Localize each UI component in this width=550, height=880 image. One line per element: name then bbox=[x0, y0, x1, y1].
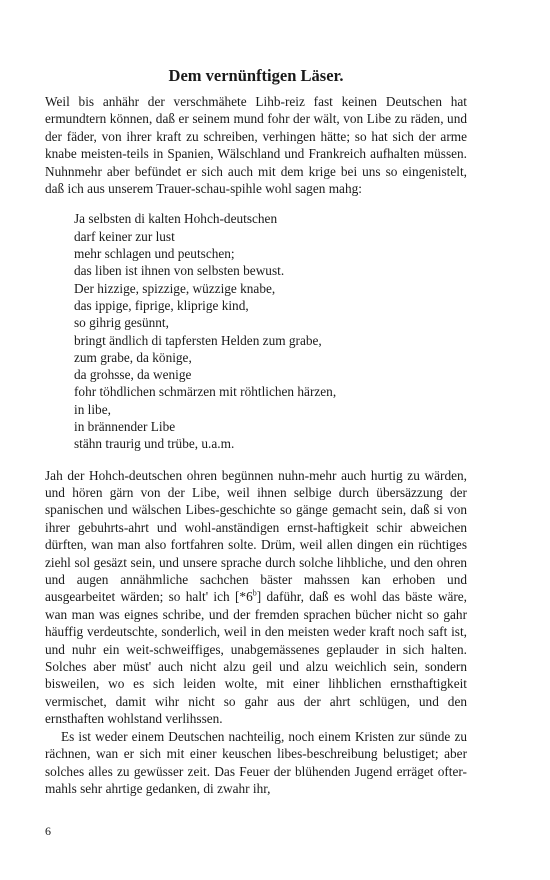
verse-line: da grohsse, da wenige bbox=[74, 367, 192, 383]
verse-line: in libe, bbox=[74, 401, 111, 417]
verse-line: Der hizzige, spizzige, wüzzige knabe, bbox=[74, 280, 276, 296]
verse-line: stähn traurig und trübe, u.a.m. bbox=[74, 436, 235, 452]
verse-line: Ja selbsten di kalten Hohch-deutschen bbox=[74, 211, 278, 227]
page-number: 6 bbox=[45, 824, 51, 838]
main-paragraph-text-continued: ] daführ, daß es wohl das bäste wäre, wan man was eignes schribe, und der fremden sprachen bücher nicht so gahr häuffig verdeutschte, sonderlich, weil in den meisten weder kraft noch saft ist, und nuhr ein weit-schweiffiges, unabgemässenes geplauder in sich halten. Solches aber müst' auch nicht alzu geil und alzu weichlich sein, sondern bisweilen, wo es sich leiden wolte, mit einer lihblichen ernsthaftigkeit vermischet, damit wihr nicht so gahr aus der ahrt schlügen, und den ernsthaften wohlstand verlihssen. bbox=[45, 589, 468, 727]
closing-paragraph: Es ist weder einem Deutschen nachteilig, noch einem Kristen zur sünde zu rächnen, wan er sich mit einer keuschen libes-beschreibung belustiget; aber solches alles zu gewüsser zeit. Das Feuer der blühenden Jugend erräget ofter-mahls sehr ahrtige gedanken, di zwahr ihr, bbox=[45, 728, 467, 796]
main-paragraph-text: Jah der Hohch-deutschen ohren begünnen nuhn-mehr auch hurtig zu wärden, und hören gärn von der Libe, weil ihnen selbige durch übersäzzung der spanischen und wälschen Libes-geschichte so gänge gemacht sein, daß si von ihrer gebuhrts-ahrt und wohl-anständigen ernst-haftigkeit schir abweichen dürften, wan man also fortfahren solte. Drüm, weil allen dingen ein rüchtiges ziehl sol gesäzt sein, und unsere sprache durch solche lihbliche, und den ohren und augen annähmliche sachchen bäster mahssen kan erhoben und ausgearbeitet wärden; so halt' ich [*6 bbox=[45, 467, 467, 605]
verse-line: das liben ist ihnen von selbsten bewust. bbox=[74, 263, 285, 279]
main-paragraph bbox=[45, 467, 467, 728]
intro-paragraph: Weil bis anhähr der verschmähete Lihb-reiz fast keinen Deutschen hat ermundtern können, daß er seinem mund fohr der wält, von Libe zu räden, und der fäder, von ihrer kraft zu schreiben, verhingen hätte; so hat sich der arme knabe meisten-teils in Spanien, Wälschland und Frankreich aufhalten müssen. Nuhnmehr aber befündet er sich auch mit dem krige bei uns so eingenistelt, daß ich aus unserem Trauer-schau-spihle wohl sagen mahg: bbox=[45, 94, 467, 197]
verse-line: mehr schlagen und peutschen; bbox=[74, 246, 235, 262]
verse-line: darf keiner zur lust bbox=[74, 228, 175, 244]
verse-line: bringt ändlich di tapfersten Helden zum grabe, bbox=[74, 332, 322, 348]
verse-block bbox=[74, 210, 467, 452]
verse-line: zum grabe, da könige, bbox=[74, 349, 192, 365]
verse-line: fohr töhdlichen schmärzen mit röhtlichen härzen, bbox=[74, 384, 337, 400]
page-title: Dem vernünftigen Läser. bbox=[168, 66, 344, 85]
page-body bbox=[45, 66, 467, 797]
verse-line: in brännender Libe bbox=[74, 419, 176, 434]
verse-line: so gihrig gesünnt, bbox=[74, 315, 169, 331]
page-marker-superscript: b bbox=[252, 589, 257, 599]
verse-line: das ippige, fiprige, kliprige kind, bbox=[74, 297, 249, 313]
